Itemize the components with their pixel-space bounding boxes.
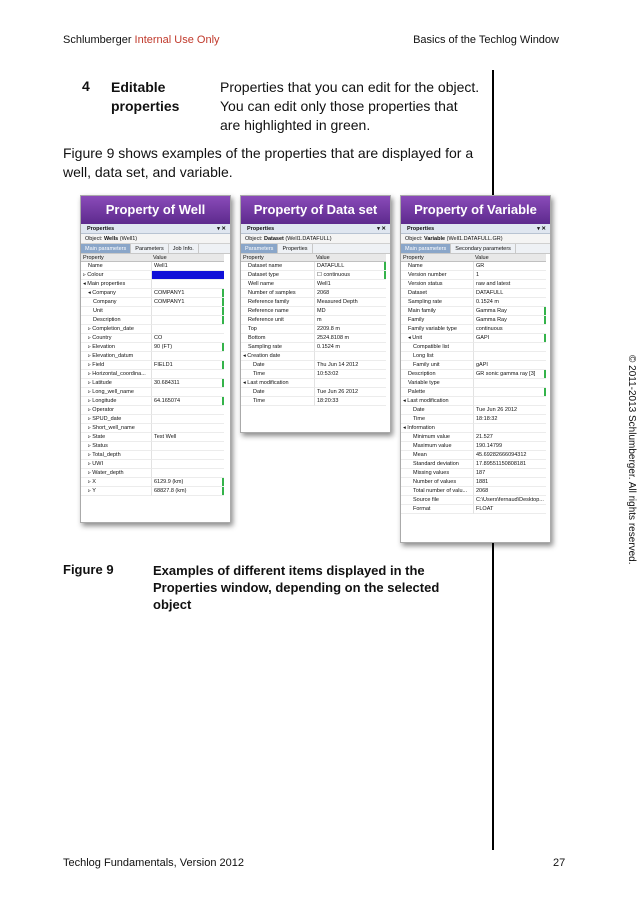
- property-value: m: [314, 316, 386, 325]
- object-name: Dataset: [263, 236, 284, 242]
- property-value: [151, 451, 224, 460]
- property-value: Well1: [151, 262, 224, 271]
- object-label: Object:: [85, 236, 103, 242]
- property-value[interactable]: GR sonic gamma ray [3]: [473, 370, 546, 379]
- property-name[interactable]: Reference name: [241, 307, 314, 316]
- property-value[interactable]: 90 (FT): [151, 343, 224, 352]
- footer-title: Techlog Fundamentals, Version 2012: [63, 857, 245, 869]
- property-name[interactable]: ▹ Operator: [81, 406, 151, 415]
- tab-strip: [241, 244, 390, 254]
- property-value: [151, 424, 224, 433]
- properties-grid: [81, 254, 230, 496]
- property-value[interactable]: Gamma Ray: [473, 307, 546, 316]
- object-path: (Well1.DATAFULL): [285, 236, 332, 242]
- row-description: Properties that you can edit for the object. You can edit only those properties that are highlighted in green.: [220, 79, 480, 133]
- figure-caption: Examples of different items displayed in the Properties window, depending on the selected object: [153, 563, 440, 612]
- property-name[interactable]: Bottom: [241, 334, 314, 343]
- property-name[interactable]: Name: [401, 262, 473, 271]
- tab-main-parameters[interactable]: Main parameters: [81, 244, 131, 253]
- property-value: Test Well: [151, 433, 224, 442]
- column-header-property: Property: [401, 254, 473, 262]
- property-value: [151, 325, 224, 334]
- property-value: raw and latest: [473, 280, 546, 289]
- property-value: MD: [314, 307, 386, 316]
- property-name[interactable]: ▹ Latitude: [81, 379, 151, 388]
- property-value[interactable]: [151, 307, 224, 316]
- property-value[interactable]: COMPANY1: [151, 298, 224, 307]
- property-value: [151, 406, 224, 415]
- property-value: [151, 352, 224, 361]
- property-name[interactable]: Time: [241, 397, 314, 406]
- property-name[interactable]: Unit: [81, 307, 151, 316]
- property-value: [314, 352, 386, 361]
- tab-job-info[interactable]: Job Info.: [169, 244, 199, 253]
- property-name[interactable]: ▹ X: [81, 478, 151, 487]
- property-name[interactable]: ◂ Last modification: [401, 397, 473, 406]
- brand-name: Schlumberger: [63, 34, 132, 46]
- classification-label: Internal Use Only: [134, 34, 220, 46]
- properties-grid: [401, 254, 550, 514]
- property-name[interactable]: Minimum value: [401, 433, 473, 442]
- tab-main-parameters[interactable]: Main parameters: [401, 244, 451, 253]
- property-name[interactable]: Version number: [401, 271, 473, 280]
- property-name[interactable]: Number of samples: [241, 289, 314, 298]
- property-value[interactable]: COMPANY1: [151, 289, 224, 298]
- property-value: [473, 424, 546, 433]
- property-name[interactable]: Reference unit: [241, 316, 314, 325]
- property-value[interactable]: 68827.8 (km): [151, 487, 224, 496]
- colour-swatch: [151, 271, 224, 280]
- property-name[interactable]: ▹ SPUD_date: [81, 415, 151, 424]
- object-label: Object:: [245, 236, 263, 242]
- property-value: 0.1524 m: [314, 343, 386, 352]
- window-controls[interactable]: ▾ ✕: [217, 226, 226, 232]
- property-name[interactable]: Total number of valu...: [401, 487, 473, 496]
- property-name[interactable]: ◂ Company: [81, 289, 151, 298]
- property-value[interactable]: Gamma Ray: [473, 316, 546, 325]
- property-name[interactable]: Well name: [241, 280, 314, 289]
- column-header-value: Value: [151, 254, 224, 262]
- object-name: Variable: [423, 236, 446, 242]
- object-selector[interactable]: [241, 234, 390, 244]
- property-name[interactable]: Description: [81, 316, 151, 325]
- property-value: 18:20:33: [314, 397, 386, 406]
- property-name[interactable]: ◂ Information: [401, 424, 473, 433]
- property-name[interactable]: ▹ Field: [81, 361, 151, 370]
- property-name[interactable]: ▹ Total_depth: [81, 451, 151, 460]
- property-name[interactable]: Date: [401, 406, 473, 415]
- property-name[interactable]: Compatible list: [401, 343, 473, 352]
- property-name[interactable]: Family unit: [401, 361, 473, 370]
- property-value: [151, 469, 224, 478]
- property-name[interactable]: Variable type: [401, 379, 473, 388]
- intro-paragraph: Figure 9 shows examples of the properties that are displayed for a well, data set, and variable.: [63, 145, 474, 180]
- property-value: 2524.8108 m: [314, 334, 386, 343]
- properties-label: Properties: [247, 226, 275, 232]
- object-name: Wells: [103, 236, 119, 242]
- row-number: 4: [82, 78, 90, 94]
- property-value[interactable]: 30.684311: [151, 379, 224, 388]
- property-name[interactable]: Sampling rate: [401, 298, 473, 307]
- property-value[interactable]: GAPI: [473, 334, 546, 343]
- property-value: [151, 280, 224, 289]
- property-value: 21.527: [473, 433, 546, 442]
- properties-titlebar: [81, 224, 230, 234]
- property-value: continuous: [473, 325, 546, 334]
- property-name[interactable]: Reference family: [241, 298, 314, 307]
- well-properties-panel: [80, 195, 231, 523]
- property-name[interactable]: ◂ Unit: [401, 334, 473, 343]
- property-name[interactable]: ▹ Status: [81, 442, 151, 451]
- property-name[interactable]: Dataset: [401, 289, 473, 298]
- object-label: Object:: [405, 236, 423, 242]
- property-value[interactable]: DATAFULL: [314, 262, 386, 271]
- object-selector[interactable]: [401, 234, 550, 244]
- window-controls[interactable]: ▾ ✕: [537, 226, 546, 232]
- object-selector[interactable]: [81, 234, 230, 244]
- property-name[interactable]: ◂ Main properties: [81, 280, 151, 289]
- property-name[interactable]: ▹ Elevation: [81, 343, 151, 352]
- property-name[interactable]: Source file: [401, 496, 473, 505]
- property-value[interactable]: [473, 388, 546, 397]
- property-value: Tue Jun 26 2012: [314, 388, 386, 397]
- property-value: 18:18:32: [473, 415, 546, 424]
- property-name[interactable]: ▹ Elevation_datum: [81, 352, 151, 361]
- property-name[interactable]: Time: [241, 370, 314, 379]
- property-name[interactable]: Dataset type: [241, 271, 314, 280]
- figure-label: Figure 9: [63, 562, 114, 577]
- object-path: (Well1): [119, 236, 138, 242]
- property-name[interactable]: ▹ Y: [81, 487, 151, 496]
- property-name[interactable]: Palette: [401, 388, 473, 397]
- tab-strip: [401, 244, 550, 254]
- property-value: 17.89551150808181: [473, 460, 546, 469]
- property-value: DATAFULL: [473, 289, 546, 298]
- properties-grid: [241, 254, 390, 406]
- property-value[interactable]: ☐ continuous: [314, 271, 386, 280]
- property-value: 2209.8 m: [314, 325, 386, 334]
- tab-secondary-parameters[interactable]: Secondary parameters: [451, 244, 516, 253]
- property-value: 2068: [314, 289, 386, 298]
- dataset-properties-panel: [240, 195, 391, 433]
- object-path: (Well1.DATAFULL.GR): [446, 236, 503, 242]
- property-value[interactable]: FIELD1: [151, 361, 224, 370]
- property-value: C:\Users\fernaud\Desktop...: [473, 496, 546, 505]
- property-name[interactable]: Name: [81, 262, 151, 271]
- page-number: 27: [553, 857, 566, 869]
- property-name[interactable]: Family variable type: [401, 325, 473, 334]
- properties-label: Properties: [407, 226, 435, 232]
- property-name[interactable]: ▹ Colour: [81, 271, 151, 280]
- property-name[interactable]: Family: [401, 316, 473, 325]
- property-value: [473, 379, 546, 388]
- tab-parameters[interactable]: Parameters: [131, 244, 168, 253]
- property-name[interactable]: Long list: [401, 352, 473, 361]
- window-controls[interactable]: ▾ ✕: [377, 226, 386, 232]
- property-value: [151, 415, 224, 424]
- property-name[interactable]: ▹ Horizontal_coordina...: [81, 370, 151, 379]
- property-value[interactable]: [151, 316, 224, 325]
- property-name[interactable]: ▹ Short_well_name: [81, 424, 151, 433]
- variable-properties-panel: [400, 195, 551, 543]
- property-name[interactable]: Mean: [401, 451, 473, 460]
- property-name[interactable]: Time: [401, 415, 473, 424]
- properties-titlebar: [401, 224, 550, 234]
- property-value: CO: [151, 334, 224, 343]
- property-value: [151, 388, 224, 397]
- property-name[interactable]: ◂ Creation date: [241, 352, 314, 361]
- property-name[interactable]: Format: [401, 505, 473, 514]
- property-value[interactable]: 64.165074: [151, 397, 224, 406]
- panel-title: Property of Variable: [401, 196, 550, 224]
- property-value: Thu Jun 14 2012: [314, 361, 386, 370]
- property-value: 0.1524 m: [473, 298, 546, 307]
- page-header-right: Basics of the Techlog Window: [413, 34, 559, 46]
- property-name[interactable]: Sampling rate: [241, 343, 314, 352]
- page-header-left: [63, 34, 220, 46]
- property-name[interactable]: Company: [81, 298, 151, 307]
- properties-titlebar: [241, 224, 390, 234]
- column-header-value: Value: [473, 254, 546, 262]
- property-name[interactable]: ▹ Longitude: [81, 397, 151, 406]
- copyright-notice: © 2011-2013 Schlumberger. All rights reserved.: [626, 355, 637, 565]
- property-name[interactable]: ▹ Long_well_name: [81, 388, 151, 397]
- property-name[interactable]: Description: [401, 370, 473, 379]
- column-header-property: Property: [81, 254, 151, 262]
- property-value: 1: [473, 271, 546, 280]
- property-value[interactable]: 6129.9 (km): [151, 478, 224, 487]
- property-value: 190.14799: [473, 442, 546, 451]
- property-name[interactable]: ▹ UWI: [81, 460, 151, 469]
- property-value: 1881: [473, 478, 546, 487]
- property-value: 10:53:02: [314, 370, 386, 379]
- panel-title: Property of Well: [81, 196, 230, 224]
- property-value: Well1: [314, 280, 386, 289]
- row-title: Editable properties: [111, 79, 180, 114]
- property-value: 45.69282666094312: [473, 451, 546, 460]
- property-value: [473, 397, 546, 406]
- property-value: Measured Depth: [314, 298, 386, 307]
- property-value: GR: [473, 262, 546, 271]
- property-value: [151, 370, 224, 379]
- property-name[interactable]: Standard deviation: [401, 460, 473, 469]
- property-value: gAPI: [473, 361, 546, 370]
- property-name[interactable]: ▹ Water_depth: [81, 469, 151, 478]
- property-value: 187: [473, 469, 546, 478]
- property-name[interactable]: Version status: [401, 280, 473, 289]
- panel-title: Property of Data set: [241, 196, 390, 224]
- property-name[interactable]: Date: [241, 361, 314, 370]
- property-value: FLOAT: [473, 505, 546, 514]
- property-name[interactable]: Maximum value: [401, 442, 473, 451]
- properties-label: Properties: [87, 226, 115, 232]
- property-name[interactable]: ▹ Completion_date: [81, 325, 151, 334]
- property-value: [151, 442, 224, 451]
- property-name[interactable]: Top: [241, 325, 314, 334]
- property-value: Tue Jun 26 2012: [473, 406, 546, 415]
- column-header-property: Property: [241, 254, 314, 262]
- property-name[interactable]: ▹ State: [81, 433, 151, 442]
- property-name[interactable]: ▹ Country: [81, 334, 151, 343]
- property-value: [473, 343, 546, 352]
- property-name[interactable]: Dataset name: [241, 262, 314, 271]
- tab-parameters[interactable]: Parameters: [241, 244, 278, 253]
- tab-properties[interactable]: Properties: [278, 244, 312, 253]
- property-name[interactable]: Number of values: [401, 478, 473, 487]
- property-name[interactable]: ◂ Last modification: [241, 379, 314, 388]
- column-header-value: Value: [314, 254, 386, 262]
- property-value: 2068: [473, 487, 546, 496]
- property-name[interactable]: Main family: [401, 307, 473, 316]
- property-value: [473, 352, 546, 361]
- property-name[interactable]: Missing values: [401, 469, 473, 478]
- property-name[interactable]: Date: [241, 388, 314, 397]
- tab-strip: [81, 244, 230, 254]
- property-value: [314, 379, 386, 388]
- property-value: [151, 460, 224, 469]
